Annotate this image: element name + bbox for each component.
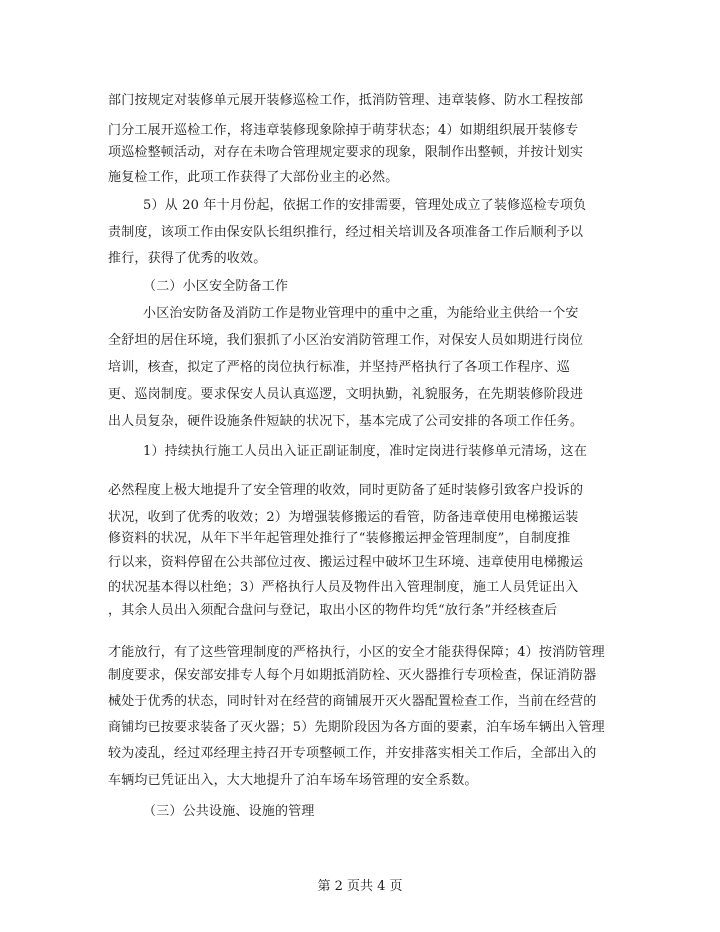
text-line: 培训，核查，拟定了严格的岗位执行标准，并坚持严格执行了各项工作程序、巡: [108, 360, 571, 375]
text-line: 责制度，该项工作由保安队长组织推行，经过相关培训及各项准备工作后顺利予以: [108, 225, 584, 240]
text-line: 行以来，资料停留在公共部位过夜、搬运过程中破坏卫生环境、违章使用电梯搬运: [108, 555, 584, 570]
text-line: 小区治安防备及消防工作是物业管理中的重中之重，为能给业主供给一个安: [143, 306, 579, 321]
text-line: 出人员复杂，硬件设施条件短缺的状况下，基本完成了公司安排的各项工作任务。: [108, 414, 584, 429]
text-line: 商铺均已按要求装备了灭火器；5）先期阶段因为各方面的要素，泊车场车辆出入管理: [108, 720, 605, 735]
text-line: 才能放行，有了这些管理制度的严格执行，小区的安全才能获得保障；4）按消防管理: [108, 645, 605, 660]
text-line: 制度要求，保安部安排专人每个月如期抵消防栓、灭火器推行专项检查，保证消防器: [108, 668, 597, 683]
page-footer: 第 2 页共 4 页: [317, 879, 403, 894]
text-line: 门分工展开巡检工作，将违章装修现象除掉于萌芽状态；4）如期组织展开装修专: [108, 123, 579, 138]
text-line: 全舒坦的居住环境，我们狠抓了小区治安消防管理工作，对保安人员如期进行岗位: [108, 333, 584, 348]
text-line: 械处于优秀的状态，同时针对在经营的商铺展开灭火器配置检查工作，当前在经营的: [108, 694, 597, 709]
text-line: 项巡检整顿活动，对存在未吻合管理规定要求的现象，限制作出整顿，并按计划实: [108, 145, 584, 160]
text-line: 1）持续执行施工人员出入证正副证制度，准时定岗进行装修单元清场，这在: [143, 444, 588, 459]
text-line: 较为凌乱，经过邓经理主持召开专项整顿工作，并安排落实相关工作后，全部出入的: [108, 746, 597, 761]
text-line: 必然程度上极大地提升了安全管理的收效，同时更防备了延时装修引致客户投诉的: [108, 483, 584, 498]
section-heading: （二）小区安全防备工作: [143, 279, 289, 294]
text-line: 施复检工作，此项工作获得了大部份业主的必然。: [108, 170, 399, 185]
section-heading: （三）公共设施、设施的管理: [143, 804, 315, 819]
text-line: ，其余人员出入须配合盘问与登记，取出小区的物件均凭“放行条”并经核查后: [108, 603, 558, 618]
text-line: 推行，获得了优秀的收效。: [108, 251, 267, 266]
text-line: 修资料的状况，从年下半年起管理处推行了“装修搬运押金管理制度”，自制度推: [108, 531, 571, 546]
text-line: 状况，收到了优秀的收效；2）为增强装修搬运的看管，防备违章使用电梯搬运装: [108, 510, 579, 525]
text-line: 车辆均已凭证出入，大大地提升了泊车场车场管理的安全系数。: [108, 773, 478, 788]
text-line: 更、巡岗制度。要求保安人员认真巡逻，文明执勤，礼貌服务，在先期装修阶段进: [108, 387, 584, 402]
text-line: 部门按规定对装修单元展开装修巡检工作，抵消防管理、违章装修、防水工程按部: [108, 93, 584, 108]
text-line: 的状况基本得以杜绝；3）严格执行人员及物件出入管理制度，施工人员凭证出入: [108, 580, 579, 595]
text-line: 5）从 20 年十月份起，依据工作的安排需要，管理处成立了装修巡检专项负: [143, 198, 587, 213]
